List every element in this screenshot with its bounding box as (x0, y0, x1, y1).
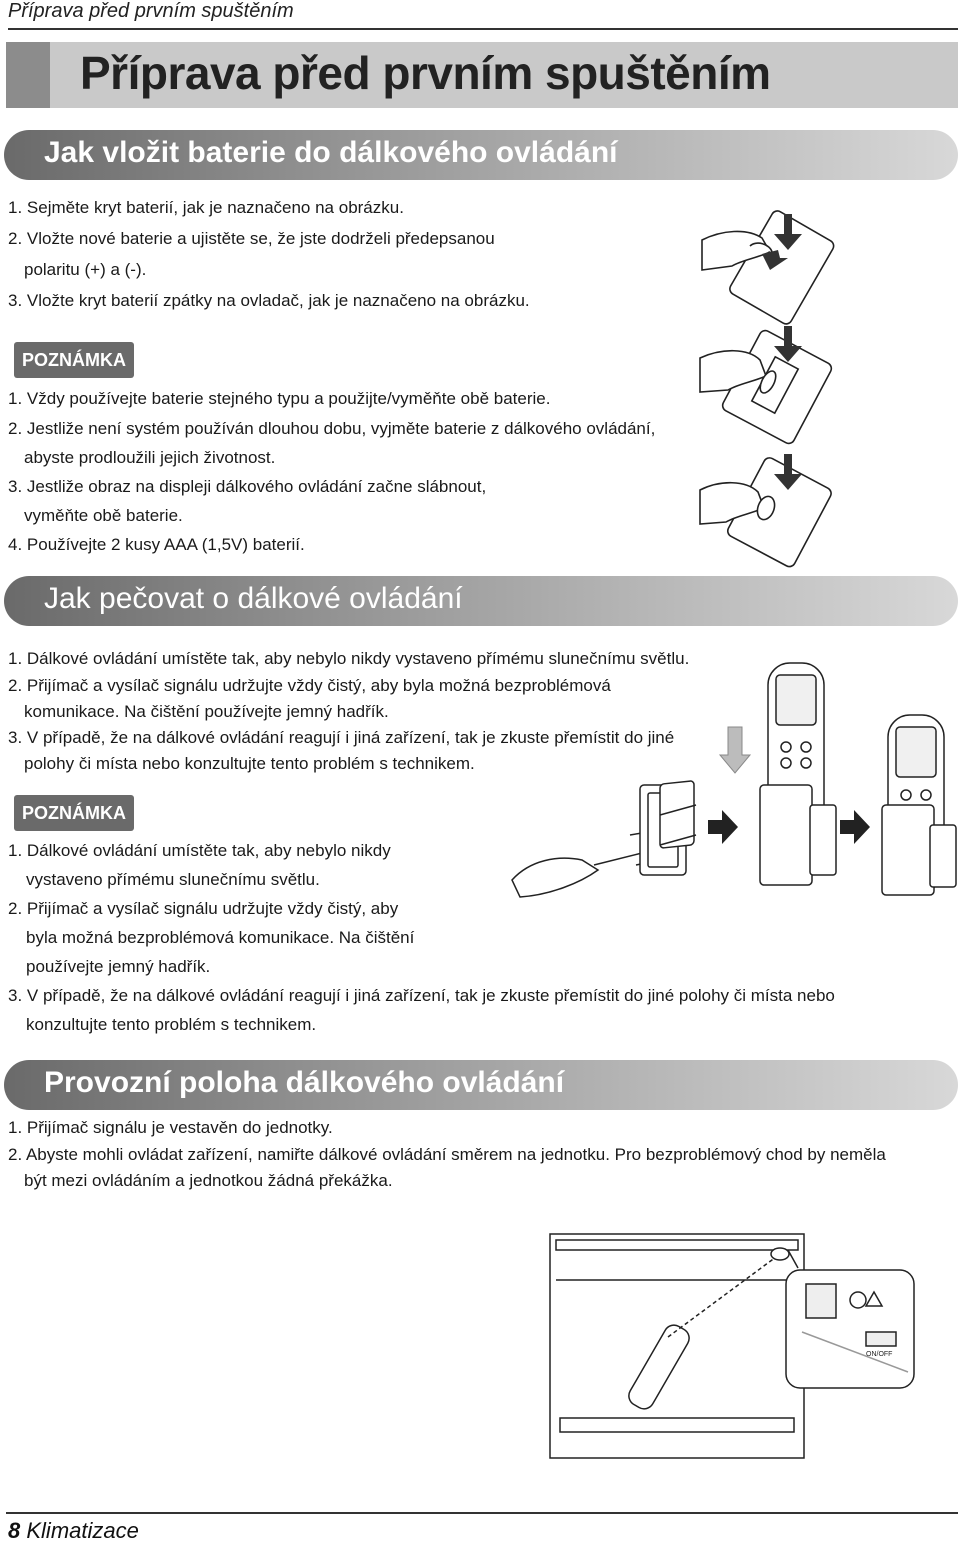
list-item: 3. V případě, že na dálkové ovládání reagují i jiná zařízení, tak je zkuste přemístit do jiné polohy či místa nebo (8, 986, 835, 1005)
list-item: polaritu (+) a (-). (24, 260, 147, 279)
list-item: byla možná bezproblémová komunikace. Na čištění (26, 928, 415, 947)
list-item: vyměňte obě baterie. (24, 506, 183, 525)
remote-holder-illustration (510, 655, 958, 900)
list-item: 2. Jestliže není systém používán dlouhou dobu, vyjměte baterie z dálkového ovládání, (8, 419, 656, 438)
list-item: 2. Vložte nové baterie a ujistěte se, že jste dodrželi předepsanou (8, 229, 495, 248)
list-item: konzultujte tento problém s technikem. (26, 1015, 317, 1034)
battery-cover-removal-illustration (692, 200, 852, 320)
list-item: vystaveno přímému slunečnímu světlu. (26, 870, 320, 889)
list-item: 3. Jestliže obraz na displeji dálkového ovládání začne slábnout, (8, 477, 487, 496)
list-item: abyste prodloužili jejich životnost. (24, 448, 276, 467)
list-item: komunikace. Na čištění používejte jemný hadřík. (24, 702, 389, 721)
list-item: 1. Přijímač signálu je vestavěn do jednotky. (8, 1118, 333, 1137)
page-title-band (6, 42, 958, 108)
onoff-label: ON/OFF (866, 1351, 893, 1358)
section-heading-care (4, 576, 958, 626)
battery-cover-replace-illustration (692, 450, 852, 560)
section-title: Jak pečovat o dálkové ovládání (44, 582, 463, 615)
list-item: polohy či místa nebo konzultujte tento problém s technikem. (24, 754, 475, 773)
list-item: 2. Přijímač a vysílač signálu udržujte vždy čistý, aby byla možná bezproblémová (8, 676, 611, 695)
section-title: Jak vložit baterie do dálkového ovládání (44, 136, 618, 169)
section-heading-operating-position (4, 1060, 958, 1110)
list-item: 2. Abyste mohli ovládat zařízení, namiřte dálkové ovládání směrem na jednotku. Pro bezproblémový chod by neměla (8, 1145, 886, 1164)
footer-rule (6, 1512, 958, 1514)
list-item: 2. Přijímač a vysílač signálu udržujte vždy čistý, aby (8, 899, 399, 918)
list-item: 1. Dálkové ovládání umístěte tak, aby nebylo nikdy (8, 841, 391, 860)
section-title: Provozní poloha dálkového ovládání (44, 1066, 565, 1099)
list-item: 3. Vložte kryt baterií zpátky na ovladač, jak je naznačeno na obrázku. (8, 291, 530, 310)
list-item: 1. Vždy používejte baterie stejného typu a použijte/vyměňte obě baterie. (8, 389, 551, 408)
list-item: 4. Používejte 2 kusy AAA (1,5V) baterií. (8, 535, 305, 554)
page-number: 8 (8, 1518, 21, 1543)
page-title: Příprava před prvním spuštěním (80, 47, 771, 99)
running-header: Příprava před prvním spuštěním (8, 0, 294, 22)
list-item: 1. Dálkové ovládání umístěte tak, aby nebylo nikdy vystaveno přímému slunečnímu světlu. (8, 649, 690, 668)
list-item: 3. V případě, že na dálkové ovládání reagují i jiná zařízení, tak je zkuste přemístit do jiné (8, 728, 675, 747)
title-marker (6, 42, 50, 108)
footer-product: Klimatizace (26, 1518, 139, 1543)
page-footer (8, 1518, 139, 1544)
note-badge: POZNÁMKA (14, 795, 134, 831)
battery-insert-illustration (692, 320, 852, 440)
list-item: být mezi ovládáním a jednotkou žádná překážka. (24, 1171, 393, 1190)
note-badge: POZNÁMKA (14, 342, 134, 378)
list-item: používejte jemný hadřík. (26, 957, 211, 976)
header-rule (8, 28, 958, 30)
list-item: 1. Sejměte kryt baterií, jak je naznačeno na obrázku. (8, 198, 404, 217)
indoor-unit-illustration (548, 1232, 928, 1462)
section-heading-batteries (4, 130, 958, 180)
